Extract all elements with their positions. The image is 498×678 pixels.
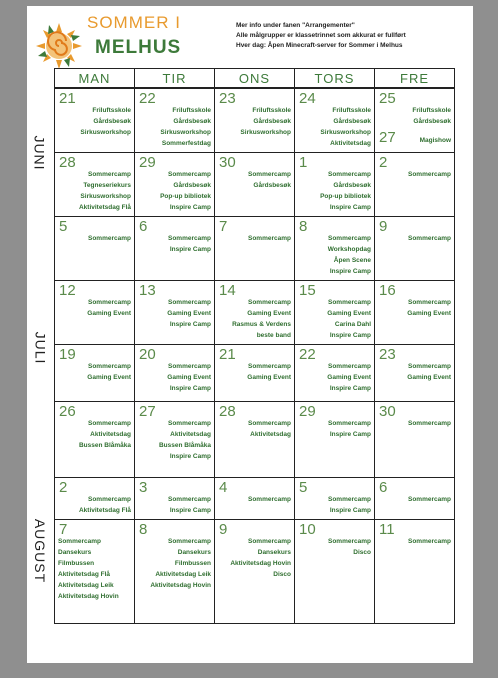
calendar-day-cell: [294, 344, 375, 402]
calendar-day-cell: [54, 519, 135, 624]
calendar-day-cell: [374, 216, 455, 281]
event-list: [168, 494, 211, 516]
event-item: Sommercamp: [168, 299, 211, 306]
event-item: Gårdsbesøk: [333, 118, 371, 125]
event-item: Sommercamp: [168, 235, 211, 242]
event-item: Gårdsbesøk: [413, 118, 451, 125]
event-list: [408, 233, 451, 244]
event-item: Sommercamp: [408, 235, 451, 242]
event-list: [407, 297, 451, 319]
calendar-day-cell: [374, 152, 455, 217]
calendar-day-cell: [134, 280, 215, 345]
day-number: 14: [219, 282, 236, 299]
event-item: Sommercamp: [328, 496, 371, 503]
event-list: [79, 169, 131, 213]
day-number: 22: [139, 90, 156, 107]
event-item: Sommercamp: [168, 363, 211, 370]
month-label-text: JUNI: [32, 134, 48, 171]
event-item: Inspire Camp: [329, 385, 371, 392]
weekday-header: TIR: [134, 68, 215, 88]
event-item: Aktivitetsdag: [250, 431, 291, 438]
day-number: 21: [219, 346, 236, 363]
weekday-header: ONS: [214, 68, 295, 88]
calendar-day-cell: [134, 88, 215, 153]
event-list: [79, 418, 131, 451]
calendar-day-cell: [374, 519, 455, 624]
calendar-day-cell: [294, 88, 375, 153]
event-item: Friluftsskole: [252, 107, 291, 114]
month-label-text: JULI: [32, 331, 49, 364]
event-item: Dansekurs: [177, 549, 211, 556]
event-item: Bussen Blåmåka: [158, 442, 211, 449]
event-list: [320, 105, 371, 149]
event-item: Inspire Camp: [169, 385, 211, 392]
event-item: Sommercamp: [168, 420, 211, 427]
day-number: 7: [59, 521, 68, 538]
calendar-day-cell: [294, 477, 375, 520]
event-list: [328, 536, 371, 558]
event-item: Sommercamp: [408, 363, 451, 370]
event-list: [412, 105, 451, 127]
calendar-day-cell: [294, 152, 375, 217]
event-item: Sommercamp: [408, 171, 451, 178]
calendar-day-cell: [374, 477, 455, 520]
event-list: [79, 494, 131, 516]
calendar-day-cell: [54, 152, 135, 217]
event-item: Aktivitetsdag: [90, 431, 131, 438]
day-number: 11: [379, 521, 395, 538]
event-item: Filmbussen: [58, 560, 95, 567]
event-item: Gårdsbesøk: [333, 182, 371, 189]
day-number: 4: [219, 479, 228, 496]
event-list: [328, 494, 371, 516]
event-item: Sommercamp: [408, 538, 451, 545]
event-item: Inspire Camp: [329, 332, 371, 339]
event-list: [80, 105, 131, 138]
event-item: Sirkusworkshop: [80, 129, 131, 136]
title-line2: MELHUS: [95, 37, 182, 58]
event-item: Sommercamp: [88, 496, 131, 503]
event-item: Dansekurs: [58, 549, 92, 556]
day-number: 29: [139, 154, 156, 171]
event-item: Sommercamp: [168, 171, 211, 178]
calendar-day-cell: [214, 216, 295, 281]
event-item: Sommercamp: [328, 171, 371, 178]
day-number: 30: [379, 403, 396, 420]
event-list: [87, 297, 131, 319]
event-item: Inspire Camp: [169, 507, 211, 514]
day-number: 23: [379, 346, 396, 363]
event-item: Åpen Scene: [333, 257, 371, 264]
day-number: 26: [59, 403, 76, 420]
event-list: [248, 169, 291, 191]
event-item: Sirkusworkshop: [80, 193, 131, 200]
event-item: Bussen Blåmåka: [78, 442, 131, 449]
calendar-day-cell: [54, 344, 135, 402]
day-number: 3: [139, 479, 148, 496]
event-item: Gaming Event: [87, 310, 131, 317]
calendar-day-cell: [374, 88, 455, 153]
event-item: Sommercamp: [328, 235, 371, 242]
event-item: Dansekurs: [257, 549, 291, 556]
event-list: [87, 361, 131, 383]
event-item: Sommercamp: [88, 299, 131, 306]
event-item: Gårdsbesøk: [173, 118, 211, 125]
event-item: Friluftsskole: [92, 107, 131, 114]
event-list: [408, 494, 451, 505]
calendar-day-cell: [54, 216, 135, 281]
calendar-day-cell: [214, 477, 295, 520]
month-label: [25, 217, 55, 478]
day-number: 16: [379, 282, 396, 299]
day-number: 23: [219, 90, 236, 107]
event-item: Sommercamp: [248, 363, 291, 370]
day-number: 28: [59, 154, 76, 171]
event-item: Sirkusworkshop: [320, 129, 371, 136]
event-list: [232, 297, 291, 341]
event-item: Sommercamp: [168, 538, 211, 545]
event-list: [159, 418, 211, 462]
day-number: 6: [139, 218, 148, 235]
event-item: Aktivitetsdag Leik: [155, 571, 211, 578]
calendar-day-cell: [54, 88, 135, 153]
event-item: Sommercamp: [168, 496, 211, 503]
event-list: [58, 536, 119, 602]
event-item: Gårdsbesøk: [253, 182, 291, 189]
event-item: Aktivitetsdag Hovin: [58, 593, 119, 600]
day-number: 25: [379, 90, 396, 107]
month-label-text: AUGUST: [32, 518, 48, 584]
event-list: [150, 536, 211, 591]
day-number: 9: [219, 521, 228, 538]
day-number: 21: [59, 90, 76, 107]
day-number: 8: [299, 218, 308, 235]
event-item: Sommercamp: [88, 235, 131, 242]
event-list: [168, 233, 211, 255]
event-item: Sommercamp: [88, 171, 131, 178]
event-item: Sommercamp: [328, 363, 371, 370]
event-item: beste band: [256, 332, 291, 339]
day-number: 10: [299, 521, 316, 538]
info-line: Hver dag: Åpen Minecraft-server for Sommer i Melhus: [236, 42, 403, 49]
day-number: 29: [299, 403, 316, 420]
event-list: [248, 418, 291, 440]
event-item: Aktivitetsdag: [330, 140, 371, 147]
event-item: Aktivitetsdag Leik: [58, 582, 114, 589]
day-number: 9: [379, 218, 388, 235]
event-item: Inspire Camp: [169, 246, 211, 253]
day-number: 2: [379, 154, 388, 171]
calendar-day-cell: [214, 152, 295, 217]
event-item: Disco: [273, 571, 291, 578]
day-number: 20: [139, 346, 156, 363]
day-number: 6: [379, 479, 388, 496]
event-item: Gaming Event: [87, 374, 131, 381]
weekday-header: MAN: [54, 68, 135, 88]
event-list: [408, 169, 451, 180]
event-item: Sommercamp: [248, 171, 291, 178]
event-item: Gårdsbesøk: [93, 118, 131, 125]
event-item: Tegneseriekurs: [83, 182, 131, 189]
day-number: 5: [59, 218, 68, 235]
event-item: Gaming Event: [327, 310, 371, 317]
event-item: Inspire Camp: [169, 321, 211, 328]
event-list: [320, 169, 371, 213]
event-item: Sommercamp: [248, 299, 291, 306]
event-list: [240, 105, 291, 138]
event-list: [327, 297, 371, 341]
day-number: 13: [139, 282, 156, 299]
calendar-day-cell: [374, 280, 455, 345]
event-item: Aktivitetsdag Flå: [58, 571, 111, 578]
day-number: 27: [379, 129, 396, 146]
day-number: 19: [59, 346, 76, 363]
event-item: Sommercamp: [58, 538, 101, 545]
event-item: Pop-up bibliotek: [320, 193, 371, 200]
calendar-day-cell: [294, 401, 375, 478]
event-item: Sommercamp: [248, 235, 291, 242]
event-list: [248, 233, 291, 244]
day-number: 30: [219, 154, 236, 171]
event-list: [167, 297, 211, 330]
event-item: Friluftsskole: [332, 107, 371, 114]
event-list: [327, 361, 371, 394]
event-item: Gaming Event: [407, 374, 451, 381]
event-item: Inspire Camp: [329, 204, 371, 211]
event-item: Inspire Camp: [169, 453, 211, 460]
event-list: [328, 418, 371, 440]
event-list: [230, 536, 291, 580]
event-item: Sommercamp: [88, 363, 131, 370]
event-item: Sommercamp: [248, 538, 291, 545]
day-number: 24: [299, 90, 316, 107]
calendar-day-cell: [134, 477, 215, 520]
event-item: Gaming Event: [247, 310, 291, 317]
calendar-day-cell: [214, 280, 295, 345]
sun-logo-icon: [36, 23, 82, 69]
event-item: Magishow: [419, 137, 451, 144]
calendar-day-cell: [294, 216, 375, 281]
event-item: Sommercamp: [328, 299, 371, 306]
event-item: Sommercamp: [328, 538, 371, 545]
weekday-header: TORS: [294, 68, 375, 88]
calendar-day-cell: [214, 401, 295, 478]
calendar-day-cell: [54, 401, 135, 478]
day-number: 27: [139, 403, 156, 420]
event-item: Friluftsskole: [172, 107, 211, 114]
event-item: Pop-up bibliotek: [160, 193, 211, 200]
info-line: Mer info under fanen "Arrangementer": [236, 22, 355, 29]
event-item: Sommercamp: [408, 496, 451, 503]
event-item: Gårdsbesøk: [173, 182, 211, 189]
event-item: Sommercamp: [408, 299, 451, 306]
event-item: Sirkusworkshop: [160, 129, 211, 136]
event-item: Sommercamp: [248, 496, 291, 503]
calendar-day-cell: [134, 519, 215, 624]
calendar-day-cell: [214, 344, 295, 402]
calendar-day-cell: [134, 344, 215, 402]
event-list: [248, 494, 291, 505]
event-item: Inspire Camp: [169, 204, 211, 211]
event-list: [160, 169, 211, 213]
calendar-day-cell: [54, 280, 135, 345]
day-number: 15: [299, 282, 316, 299]
event-list: [88, 233, 131, 244]
day-number: 1: [299, 154, 308, 171]
day-number: 28: [219, 403, 236, 420]
event-item: Gaming Event: [167, 374, 211, 381]
day-number: 12: [59, 282, 76, 299]
calendar-day-cell: [294, 519, 375, 624]
day-number: 7: [219, 218, 228, 235]
event-item: Sommercamp: [88, 420, 131, 427]
event-item: Filmbussen: [174, 560, 211, 567]
event-item: Workshopdag: [327, 246, 371, 253]
day-number: 2: [59, 479, 68, 496]
event-list: [408, 536, 451, 547]
event-item: Sirkusworkshop: [240, 129, 291, 136]
event-list: [407, 361, 451, 383]
calendar-day-cell: [134, 216, 215, 281]
event-item: Aktivitetsdag Hovin: [230, 560, 291, 567]
event-item: Aktivitetsdag: [170, 431, 211, 438]
event-item: Sommercamp: [328, 420, 371, 427]
event-item: Gaming Event: [167, 310, 211, 317]
event-item: Inspire Camp: [329, 507, 371, 514]
event-item: Gaming Event: [327, 374, 371, 381]
event-item: Rasmus & Verdens: [232, 321, 291, 328]
title-line1: SOMMER I: [87, 13, 181, 32]
info-line: Alle målgrupper er klassetrinnet som akkurat er fullført: [236, 32, 406, 39]
event-item: Aktivitetsdag Hovin: [150, 582, 211, 589]
event-item: Sommercamp: [248, 420, 291, 427]
event-list: [247, 361, 291, 383]
event-item: Friluftsskole: [412, 107, 451, 114]
day-number: 5: [299, 479, 308, 496]
weekday-header-row: [54, 68, 454, 88]
month-label: [25, 88, 55, 217]
calendar-day-cell: [214, 519, 295, 624]
calendar-day-cell: [374, 344, 455, 402]
event-item: Sommercamp: [408, 420, 451, 427]
day-number: 8: [139, 521, 148, 538]
event-item: Gaming Event: [407, 310, 451, 317]
calendar-sheet: [27, 6, 473, 663]
calendar-day-cell: [134, 401, 215, 478]
event-item: Inspire Camp: [329, 431, 371, 438]
event-item: Aktivitetsdag Flå: [78, 507, 131, 514]
event-item: Gårdsbesøk: [253, 118, 291, 125]
calendar-day-cell: [134, 152, 215, 217]
calendar-day-cell: [214, 88, 295, 153]
event-list: [160, 105, 211, 149]
event-list: [328, 233, 371, 277]
event-list: [408, 418, 451, 429]
info-block: [236, 21, 406, 51]
month-label: [25, 478, 55, 624]
calendar-day-cell: [294, 280, 375, 345]
event-item: Aktivitetsdag Flå: [78, 204, 131, 211]
weekday-header: FRE: [374, 68, 455, 88]
event-item: Inspire Camp: [329, 268, 371, 275]
event-list: [420, 135, 451, 146]
event-item: Carina Dahl: [334, 321, 371, 328]
event-list: [167, 361, 211, 394]
calendar-day-cell: [374, 401, 455, 478]
calendar-day-cell: [54, 477, 135, 520]
event-item: Disco: [353, 549, 371, 556]
day-number: 22: [299, 346, 316, 363]
event-item: Sommerfestdag: [161, 140, 211, 147]
event-item: Gaming Event: [247, 374, 291, 381]
